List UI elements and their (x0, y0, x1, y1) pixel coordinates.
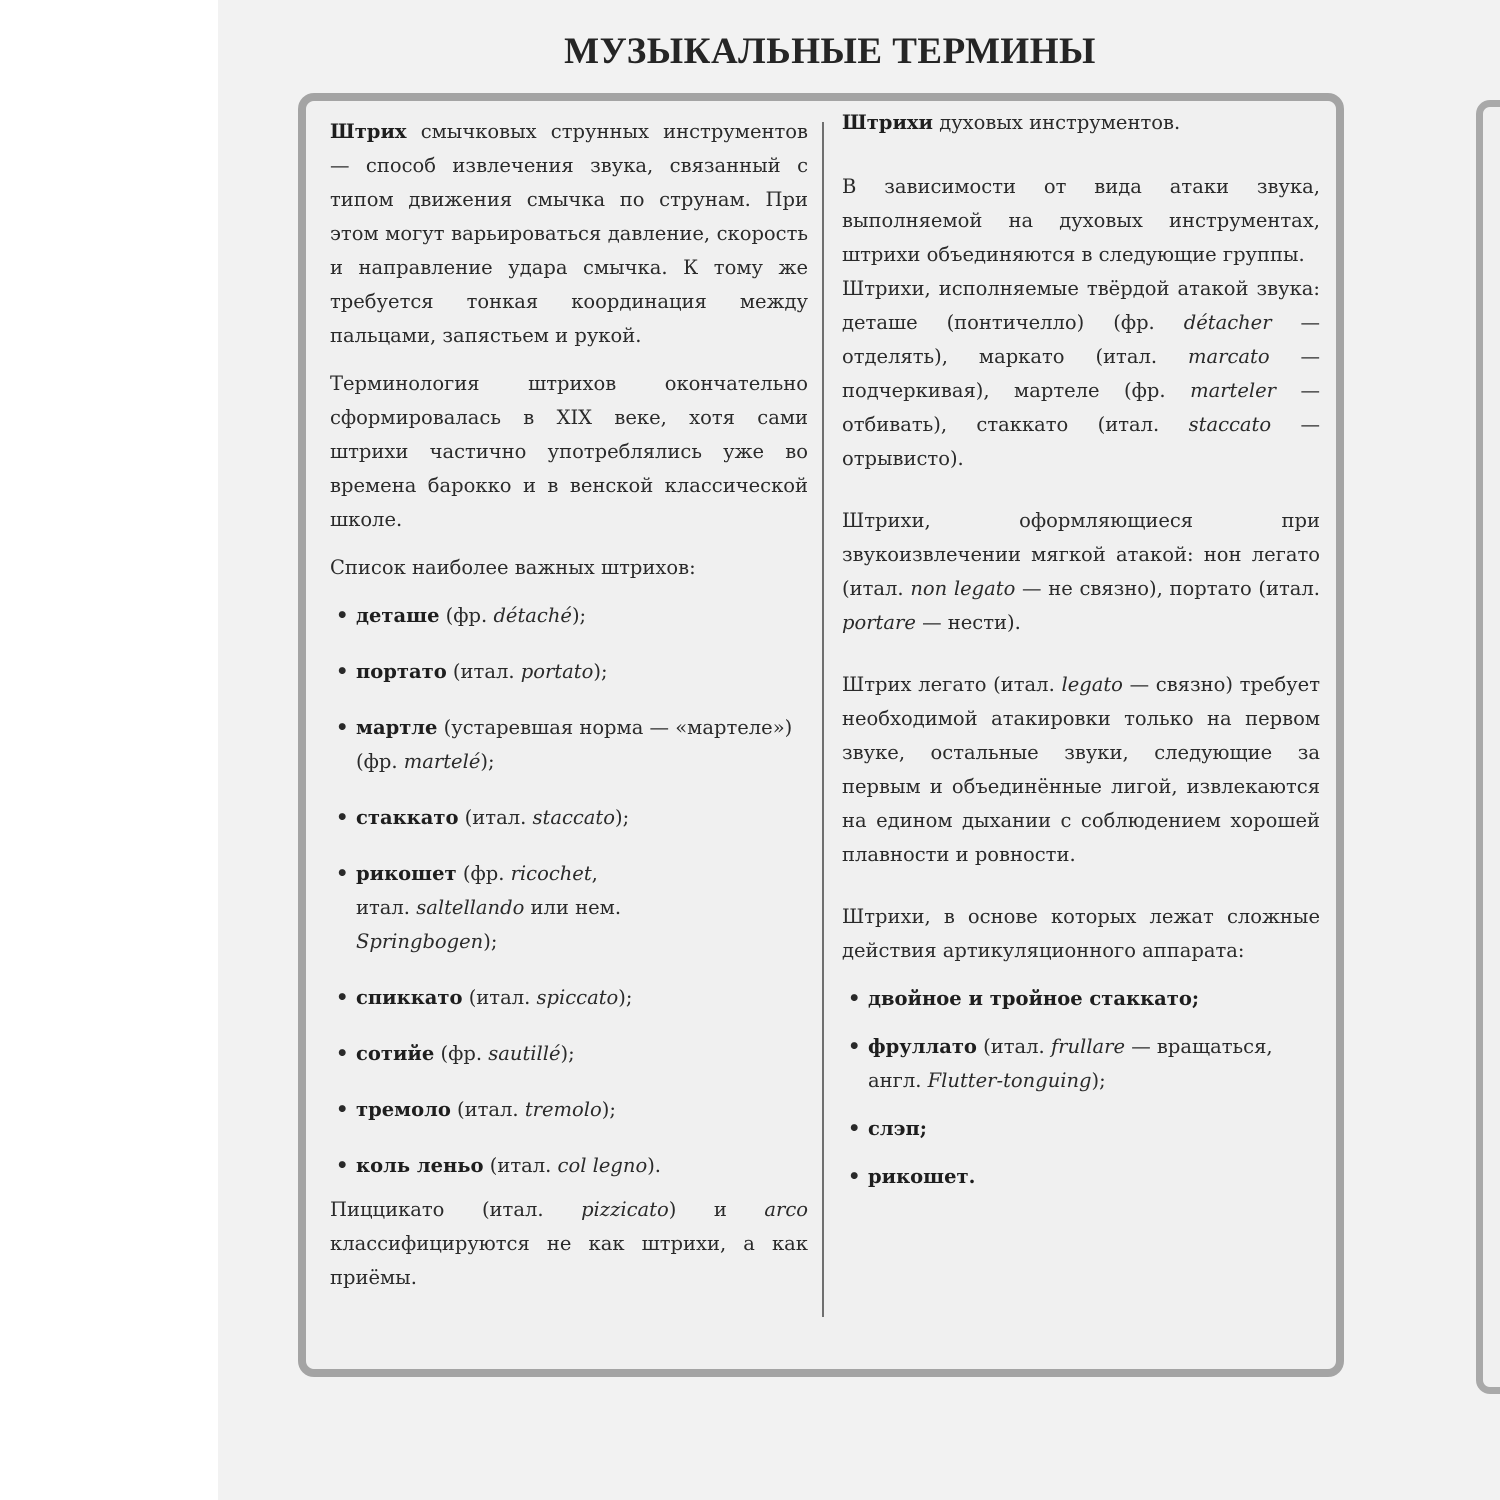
left-column (330, 115, 808, 1295)
left-pizzicato-paragraph: Пиццикато (итал. pizzicato) и arco классифицируются не как штрихи, а как приёмы. (330, 1198, 808, 1289)
list-item: • тремоло (итал. tremolo); (336, 1098, 616, 1121)
list-item: • сотийе (фр. sautillé); (336, 1042, 575, 1065)
list-item: • коль леньо (итал. col legno). (336, 1154, 662, 1177)
list-item: • рикошет (фр. ricochet, итал. saltellando или нем. Springbogen); (336, 862, 622, 953)
list-item: • спиккато (итал. spiccato); (336, 986, 633, 1009)
right-heading-paragraph: Штрихи духовых инструментов. (842, 111, 1181, 134)
list-item: • фруллато (итал. frullare — вращаться, англ. Flutter-tonguing); (848, 1035, 1273, 1092)
left-list-heading: Список наиболее важных штрихов: (330, 556, 696, 579)
column-divider (822, 122, 824, 1317)
list-item: • стаккато (итал. staccato); (336, 806, 630, 829)
right-column (842, 106, 1320, 1208)
page-title: МУЗЫКАЛЬНЫЕ ТЕРМИНЫ (564, 31, 1096, 72)
string-strokes-list (330, 599, 808, 1183)
list-item: • мартле (устаревшая норма — «мартеле») (фр. martelé); (336, 716, 793, 773)
list-item: • деташе (фр. détaché); (336, 604, 587, 627)
list-item: • слэп; (848, 1117, 927, 1140)
left-history-paragraph: Терминология штрихов окончательно сформировалась в XIX веке, хотя сами штрихи частично употреблялись уже во времена барокко и в венской классической школе. (330, 372, 808, 531)
right-soft-attack-paragraph: Штрихи, оформляющиеся при звукоизвлечении мягкой атакой: нон легато (итал. non legato — не связно), портато (итал. portare — нести). (842, 509, 1320, 634)
next-page-frame-edge (1476, 100, 1500, 1394)
right-legato-paragraph: Штрих легато (итал. legato — связно) требует необходимой атакировки только на первом звуке, остальные звуки, следующие за первым и объединённые лигой, извлекаются на едином дыхании с соблюдением хорошей плавности и ровности. (842, 673, 1320, 866)
list-item: • двойное и тройное стаккато; (848, 987, 1200, 1010)
list-item: • рикошет. (848, 1165, 976, 1188)
right-groups-paragraph: В зависимости от вида атаки звука, выполняемой на духовых инструментах, штрихи объединяются в следующие группы. (842, 175, 1320, 266)
wind-strokes-list (842, 982, 1320, 1194)
right-hard-attack-paragraph: Штрихи, исполняемые твёрдой атакой звука: деташе (понтичелло) (фр. détacher — отделять), маркато (итал. marcato — подчеркивая), мартеле (фр. marteler — отбивать), стаккато (итал. staccato — отрывисто). (842, 277, 1320, 470)
right-articulation-paragraph: Штрихи, в основе которых лежат сложные действия артикуляционного аппарата: (842, 905, 1320, 962)
left-intro-paragraph: Штрих смычковых струнных инструментов — способ извлечения звука, связанный с типом движения смычка по струнам. При этом могут варьироваться давление, скорость и направление удара смычка. К тому же требуется тонкая координация между пальцами, запястьем и рукой. (330, 120, 808, 347)
list-item: • портато (итал. portato); (336, 660, 608, 683)
